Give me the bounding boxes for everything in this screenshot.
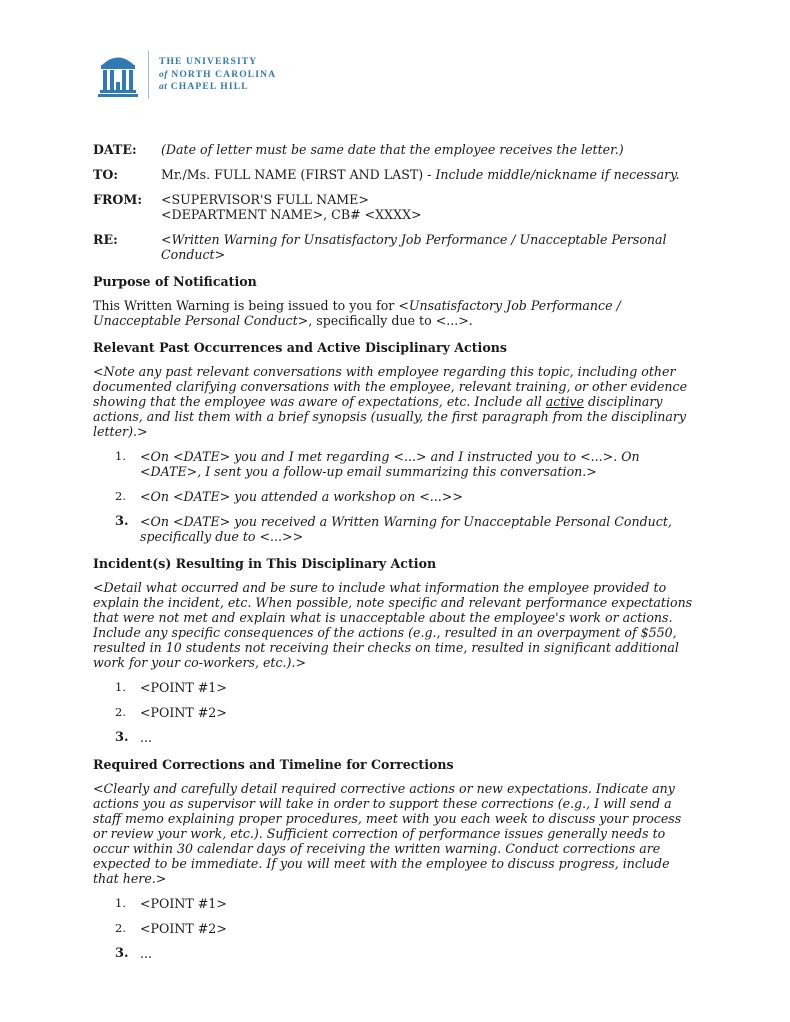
- date-row: [93, 142, 698, 157]
- logo-divider: [148, 51, 149, 99]
- purpose-heading: Purpose of Notification: [93, 274, 257, 289]
- old-well-icon: [98, 52, 138, 98]
- logo-line-2: of NORTH CAROLINA: [159, 68, 277, 80]
- list-item: 3. ...: [115, 946, 153, 961]
- corrections-heading: Required Corrections and Timeline for Corrections: [93, 757, 454, 772]
- re-label: RE:: [93, 232, 118, 247]
- past-occurrences-note: <Note any past relevant conversations with employee regarding this topic, including other documented clarifying conversations with the employee, relevant training, or other evidence showing that the employee was aware of expectations, etc. Include all active disciplinary actions, and list them with a brief synopsis (usually, the first paragraph from the disciplinary letter).>: [93, 364, 688, 439]
- to-row: [93, 167, 698, 182]
- incidents-note: <Detail what occurred and be sure to include what information the employee provided to explain the incident, etc. When possible, note specific and relevant performance expectations that were not met and explain what is unacceptable about the employee's work or actions. Include any specific consequences of the actions (e.g., resulted in an overpayment of $550, resulted in 10 students not receiving their checks on time, resulted in significant additional work for your co-workers, etc.).>: [93, 580, 693, 670]
- incidents-heading: Incident(s) Resulting in This Disciplinary Action: [93, 556, 437, 571]
- corrections-note: <Clearly and carefully detail required corrective actions or new expectations. Indicate any actions you as supervisor will take in order to support these corrections (e.g., I will send a staff memo explaining proper procedures, meet with you each week to discuss your process or review your work, etc.). Sufficient correction of performance issues generally needs to occur within 30 calendar days of receiving the written warning. Conduct corrections are expected to be immediate. If you will meet with the employee to discuss progress, include that here.>: [93, 781, 682, 886]
- logo-line-1: THE UNIVERSITY: [159, 56, 258, 68]
- from-row: [93, 192, 698, 222]
- date-label: DATE:: [93, 142, 137, 157]
- from-value: <SUPERVISOR'S FULL NAME> <DEPARTMENT NAME>, CB# <XXXX>: [161, 192, 422, 222]
- past-occurrences-list: [93, 449, 698, 544]
- logo-wordmark: [159, 56, 276, 94]
- past-occurrences-heading: Relevant Past Occurrences and Active Disciplinary Actions: [93, 340, 507, 355]
- incidents-list: [93, 680, 698, 745]
- date-value: (Date of letter must be same date that the employee receives the letter.): [161, 142, 624, 157]
- logo-line-3: at CHAPEL HILL: [159, 81, 249, 93]
- re-value: <Written Warning for Unsatisfactory Job Performance / Unacceptable Personal Conduct>: [161, 232, 667, 262]
- list-item: 2. <POINT #2>: [115, 705, 227, 720]
- list-item: 2. <POINT #2>: [115, 921, 227, 936]
- list-item: 3. ...: [115, 730, 153, 745]
- corrections-list: [93, 896, 698, 961]
- to-value: Mr./Ms. FULL NAME (FIRST AND LAST) - Include middle/nickname if necessary.: [161, 167, 680, 182]
- list-item: 3. <On <DATE> you received a Written Warning for Unacceptable Personal Conduct, specifically due to <...>>: [115, 514, 672, 544]
- list-item: 1. <POINT #1>: [115, 680, 227, 695]
- university-logo: [98, 50, 276, 100]
- re-row: [93, 232, 698, 262]
- letter-body: [93, 142, 698, 971]
- purpose-text: This Written Warning is being issued to you for <Unsatisfactory Job Performance / Unacceptable Personal Conduct>, specifically due to <...>.: [93, 298, 621, 328]
- to-label: TO:: [93, 167, 118, 182]
- from-label: FROM:: [93, 192, 142, 207]
- list-item: 1. <On <DATE> you and I met regarding <...> and I instructed you to <...>. On <DATE>, I sent you a follow-up email summarizing this conversation.>: [115, 449, 640, 479]
- list-item: 2. <On <DATE> you attended a workshop on <...>>: [115, 489, 463, 504]
- list-item: 1. <POINT #1>: [115, 896, 227, 911]
